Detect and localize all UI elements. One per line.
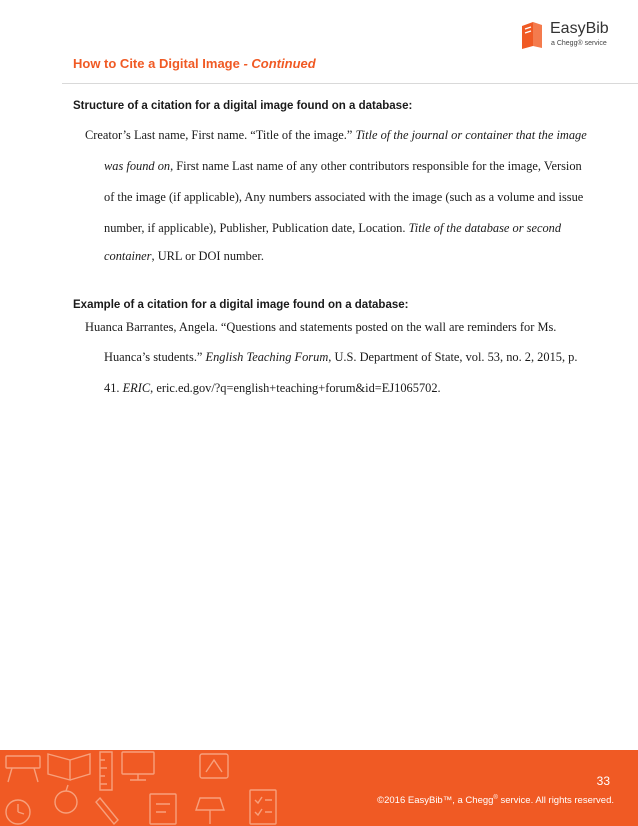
clock-icon <box>6 800 30 824</box>
copyright-text: ©2016 EasyBib™, a Chegg <box>377 795 494 807</box>
ruler-icon <box>100 752 112 790</box>
structure-line-2 <box>104 159 582 174</box>
structure-line-4-text: number, if applicable), Publisher, Publication date, Location. <box>104 221 409 235</box>
structure-line-4 <box>104 221 561 236</box>
book-logo-icon <box>518 20 546 50</box>
header-divider <box>62 83 638 84</box>
example-heading: Example of a citation for a digital image found on a database: <box>73 299 409 311</box>
example-line-3-text: 41. <box>104 381 123 395</box>
footer-band <box>0 750 638 826</box>
example-line-3 <box>104 381 441 396</box>
structure-line-1-italic: Title of the journal or container that the image <box>355 128 587 142</box>
structure-line-2-text: , First name Last name of any other contributors responsible for the image, Version <box>170 159 582 173</box>
structure-line-5-text: , URL or DOI number. <box>151 249 264 263</box>
structure-line-3: of the image (if applicable), Any numbers associated with the image (such as a volume and issue <box>104 190 584 204</box>
book-icon <box>48 754 90 780</box>
page-title-main: How to Cite a Digital Image <box>73 56 240 71</box>
example-line-2-text: Huanca’s students.” <box>104 350 206 364</box>
footer-pattern <box>0 750 300 826</box>
example-line-2-text-end: , U.S. Department of State, vol. 53, no. 2, 2015, p. <box>328 350 578 364</box>
example-line-1: Huanca Barrantes, Angela. “Questions and statements posted on the wall are reminders for Ms. <box>85 320 557 334</box>
structure-line-1-text: Creator’s Last name, First name. “Title of the image.” <box>85 128 356 142</box>
checklist-icon <box>250 790 276 824</box>
apple-icon <box>55 785 77 813</box>
structure-line-5-italic: container <box>104 249 152 263</box>
structure-heading: Structure of a citation for a digital image found on a database: <box>73 100 413 112</box>
lamp-icon <box>196 798 224 824</box>
example-line-3-text-end: , eric.ed.gov/?q=english+teaching+forum&id=EJ1065702. <box>150 381 441 395</box>
copyright-registered-mark: ® <box>493 795 498 801</box>
structure-line-4-italic: Title of the database or second <box>408 221 562 235</box>
page-number: 33 <box>596 774 610 788</box>
structure-line-5 <box>104 249 264 264</box>
easybib-logo <box>518 18 622 54</box>
structure-line-1 <box>85 128 587 143</box>
monitor-icon <box>122 752 154 780</box>
copyright-notice <box>377 795 614 806</box>
structure-line-2-italic: was found on <box>104 159 171 173</box>
logo-tagline: a Chegg® service <box>551 40 607 47</box>
copyright-text-end: service. All rights reserved. <box>497 795 614 807</box>
easel-icon <box>6 756 40 782</box>
example-line-2 <box>104 350 577 365</box>
pencil-icon <box>96 798 118 824</box>
example-line-3-italic: ERIC <box>122 381 151 395</box>
logo-name: EasyBib <box>550 20 609 37</box>
example-line-2-italic: English Teaching Forum <box>205 350 329 364</box>
grade-sheet-icon <box>150 794 176 824</box>
page-title-suffix: - Continued <box>239 56 316 71</box>
page-title <box>73 56 316 71</box>
easel-frame-icon <box>200 754 228 778</box>
